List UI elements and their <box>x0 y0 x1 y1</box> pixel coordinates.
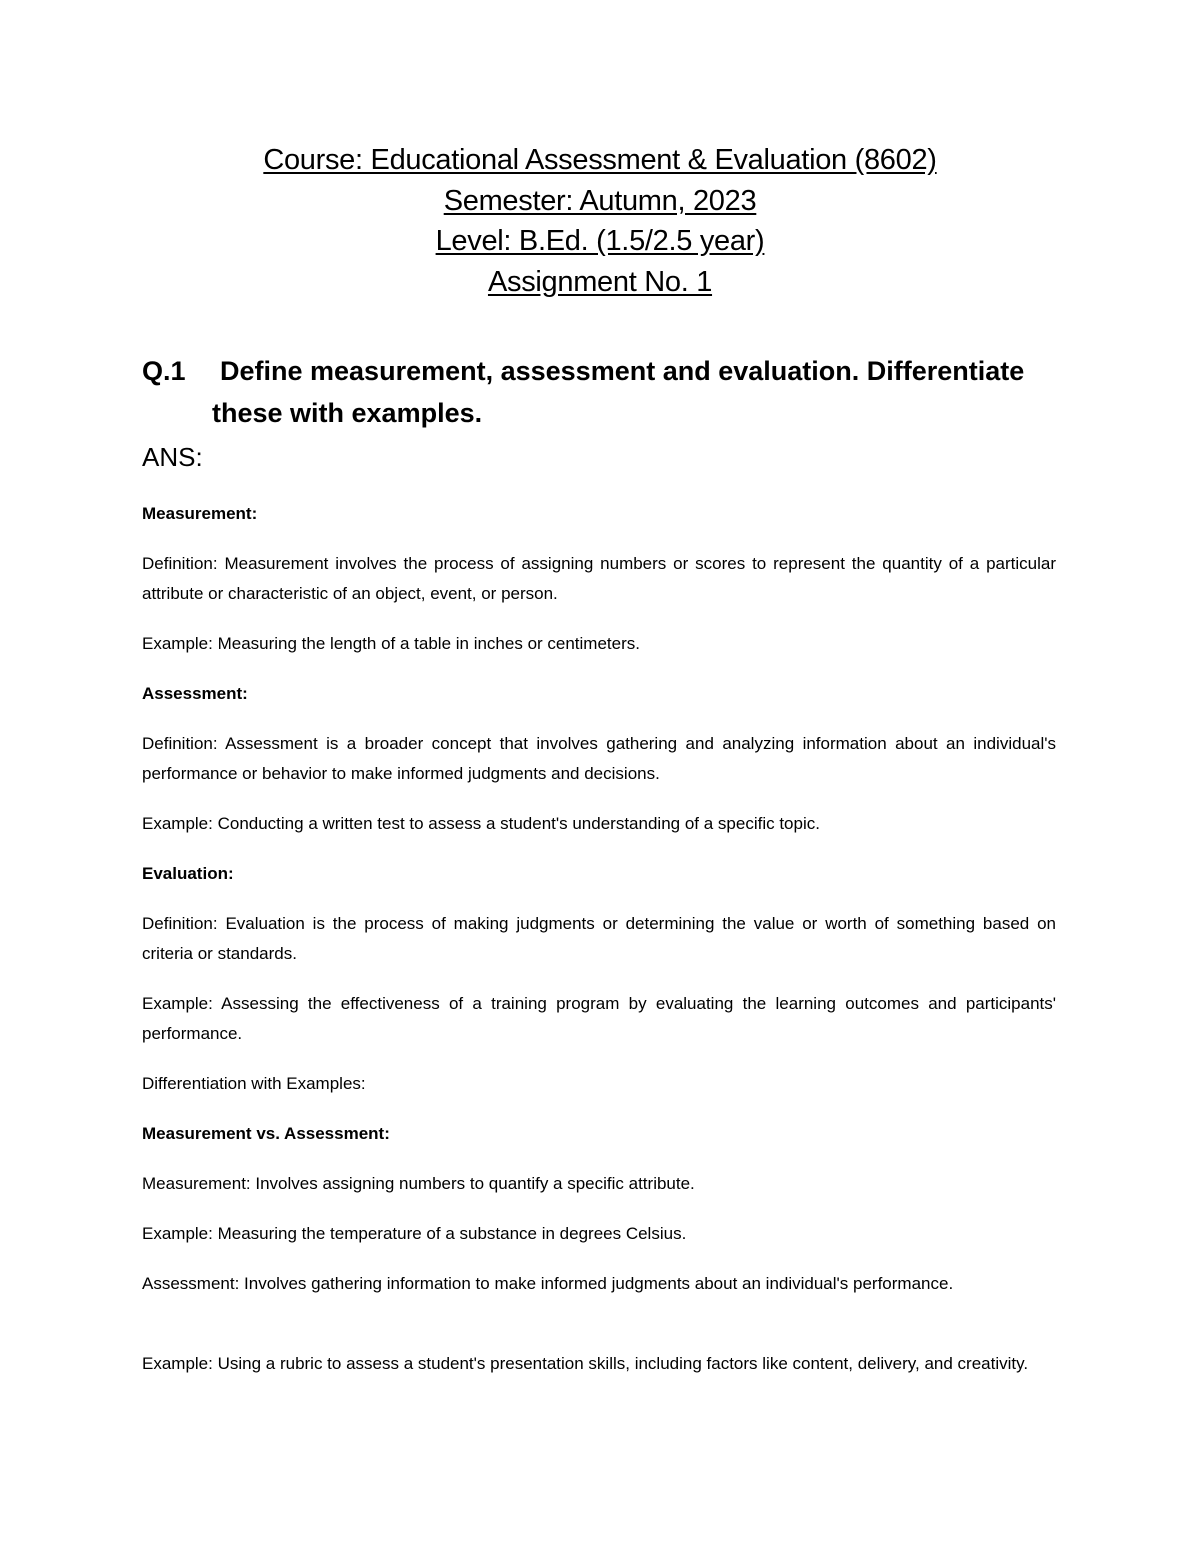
heading-evaluation: Evaluation: <box>142 864 234 883</box>
answer-label: ANS: <box>142 442 203 472</box>
paragraph-evaluation-definition: Definition: Evaluation is the process of making judgments or determining the value or worth of something based on criteria or standards. <box>142 914 1056 963</box>
assignment-number: Assignment No. 1 <box>487 265 713 298</box>
semester-line: Semester: Autumn, 2023 <box>443 184 757 217</box>
paragraph-differentiation-intro: Differentiation with Examples: <box>142 1074 366 1093</box>
heading-measurement: Measurement: <box>142 504 258 523</box>
paragraph-assessment-point: Assessment: Involves gathering information to make informed judgments about an individual's performance. <box>142 1274 954 1293</box>
paragraph-measurement-example: Example: Measuring the length of a table in inches or centimeters. <box>142 634 640 653</box>
paragraph-assessment-point-example: Example: Using a rubric to assess a student's presentation skills, including factors like content, delivery, and creativity. <box>142 1354 1029 1373</box>
question-text-line-2: these with examples. <box>212 398 483 428</box>
course-title: Course: Educational Assessment & Evaluation (8602) <box>263 144 937 176</box>
paragraph-measurement-definition: Definition: Measurement involves the process of assigning numbers or scores to represent the quantity of a particular attribute or characteristic of an object, event, or person. <box>142 554 1056 603</box>
paragraph-measurement-point: Measurement: Involves assigning numbers to quantify a specific attribute. <box>142 1174 695 1193</box>
heading-assessment: Assessment: <box>142 684 248 703</box>
question-1 <box>142 350 1072 434</box>
paragraph-evaluation-example: Example: Assessing the effectiveness of a training program by evaluating the learning outcomes and participants' performance. <box>142 994 1056 1043</box>
paragraph-measurement-point-example: Example: Measuring the temperature of a substance in degrees Celsius. <box>142 1224 687 1243</box>
question-number: Q.1 <box>142 356 186 386</box>
question-text-line-1: Define measurement, assessment and evaluation. Differentiate <box>220 356 1025 386</box>
level-line: Level: B.Ed. (1.5/2.5 year) <box>435 225 765 257</box>
paragraph-assessment-example: Example: Conducting a written test to assess a student's understanding of a specific topic. <box>142 814 820 833</box>
heading-measurement-vs-assessment: Measurement vs. Assessment: <box>142 1124 390 1143</box>
document-header <box>0 140 1200 302</box>
paragraph-assessment-definition: Definition: Assessment is a broader concept that involves gathering and analyzing information about an individual's performance or behavior to make informed judgments and decisions. <box>142 734 1056 783</box>
